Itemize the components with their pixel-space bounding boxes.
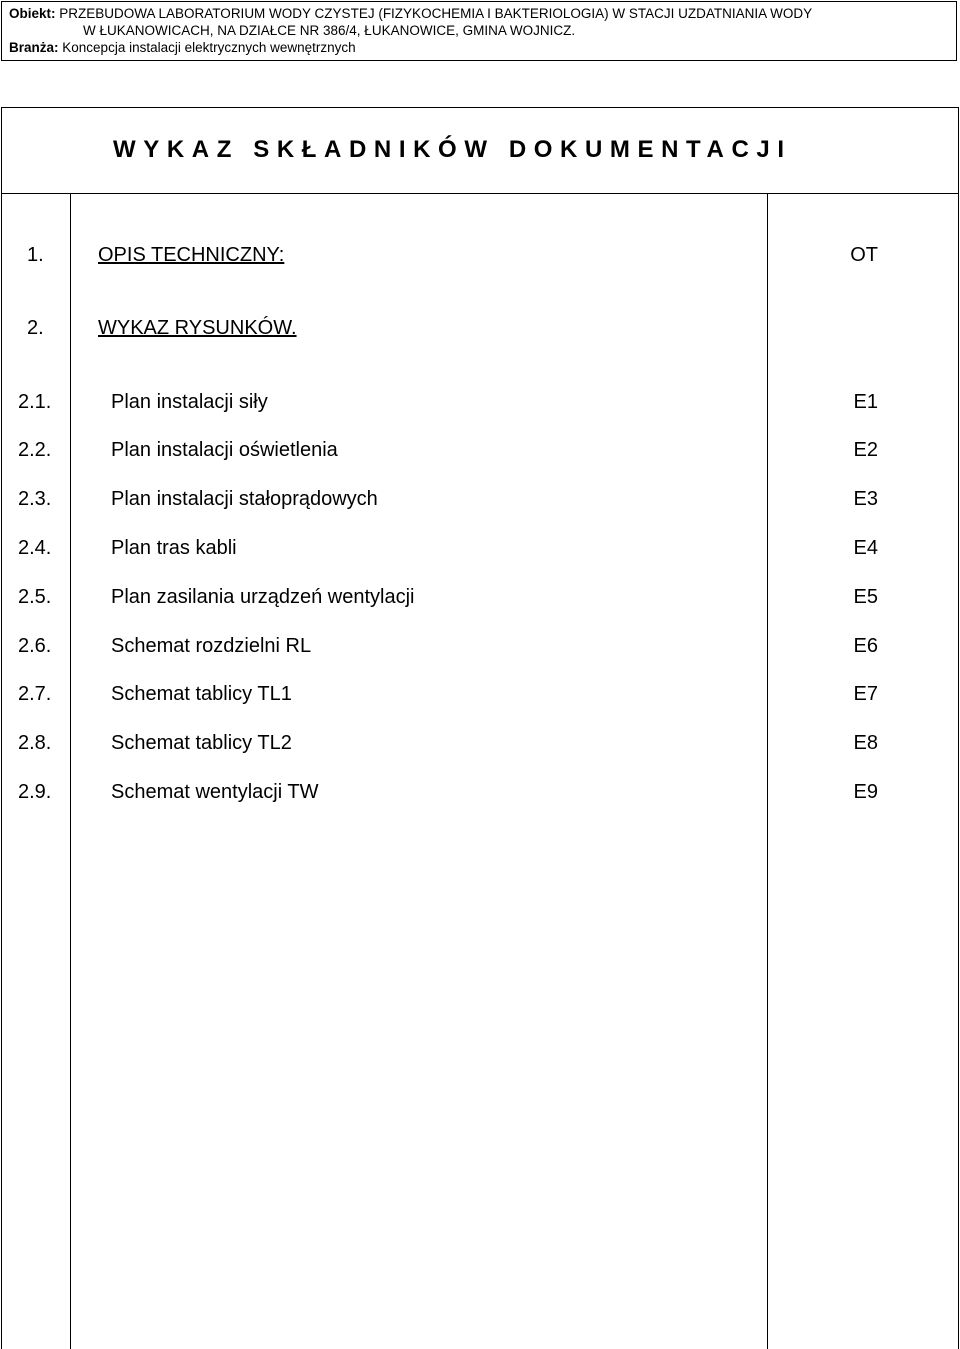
column-divider-number — [70, 193, 71, 1349]
drawing-name: Plan tras kabli — [111, 537, 237, 559]
drawing-number: 2.6. — [18, 635, 52, 657]
drawing-number: 2.4. — [18, 537, 52, 559]
drawing-name: Schemat rozdzielni RL — [111, 635, 312, 657]
drawing-number: 2.8. — [18, 732, 52, 754]
drawing-code: E3 — [853, 488, 878, 510]
drawing-code: E9 — [853, 781, 878, 803]
branza-value: Koncepcja instalacji elektrycznych wewnętrznych — [62, 40, 356, 55]
drawing-name: Schemat tablicy TL2 — [111, 732, 292, 754]
drawing-number: 2.7. — [18, 683, 52, 705]
section-number: 2. — [27, 317, 44, 339]
drawing-name: Plan instalacji stałoprądowych — [111, 488, 378, 510]
drawing-number: 2.1. — [18, 391, 52, 413]
drawing-name: Plan instalacji oświetlenia — [111, 439, 338, 461]
obiekt-label: Obiekt: — [9, 6, 56, 21]
drawing-code: E2 — [853, 439, 878, 461]
drawing-number: 2.3. — [18, 488, 52, 510]
obiekt-value-line-2: W ŁUKANOWICACH, NA DZIAŁCE NR 386/4, ŁUKANOWICE, GMINA WOJNICZ. — [83, 23, 576, 38]
branza-label: Branża: — [9, 40, 59, 55]
drawing-number: 2.2. — [18, 439, 52, 461]
contents-table — [1, 193, 959, 1349]
drawing-number: 2.9. — [18, 781, 52, 803]
obiekt-value-line-1: PRZEBUDOWA LABORATORIUM WODY CZYSTEJ (FIZYKOCHEMIA I BAKTERIOLOGIA) W STACJI UZDATNIANIA WODY — [59, 6, 813, 21]
drawing-code: E1 — [853, 391, 878, 413]
document-title: WYKAZ SKŁADNIKÓW DOKUMENTACJI — [113, 136, 792, 163]
drawing-code: E8 — [853, 732, 878, 754]
drawing-code: E4 — [853, 537, 878, 559]
column-divider-code — [767, 193, 768, 1349]
drawing-name: Schemat tablicy TL1 — [111, 683, 292, 705]
drawing-name: Plan zasilania urządzeń wentylacji — [111, 586, 415, 608]
obiekt-line-1 — [9, 5, 956, 22]
section-number: 1. — [27, 244, 44, 266]
section-title: OPIS TECHNICZNY: — [98, 244, 285, 266]
drawing-name: Plan instalacji siły — [111, 391, 268, 413]
drawing-code: E6 — [853, 635, 878, 657]
document-header — [1, 1, 957, 61]
drawing-name: Schemat wentylacji TW — [111, 781, 319, 803]
drawing-number: 2.5. — [18, 586, 52, 608]
branza-line — [9, 39, 956, 56]
drawing-code: E5 — [853, 586, 878, 608]
section-code: OT — [850, 244, 878, 266]
section-title: WYKAZ RYSUNKÓW. — [98, 317, 297, 339]
drawing-code: E7 — [853, 683, 878, 705]
